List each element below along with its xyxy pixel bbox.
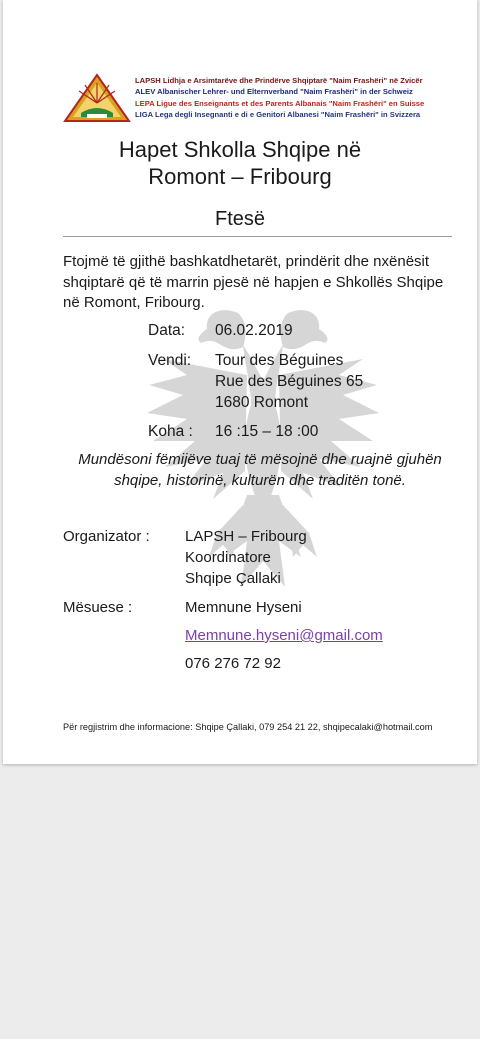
lapsh-logo (63, 73, 131, 123)
title-line-2: Romont – Fribourg (148, 164, 332, 189)
header-line-liga: LIGA Lega degli Insegnanti e di e Genitori Albanesi "Naim Frashëri" in Svizzera (135, 109, 421, 119)
teacher-label: Mësuese : (63, 599, 133, 616)
association-names (135, 75, 424, 120)
time-label: Koha : (148, 423, 193, 440)
teacher-email-link[interactable]: Memnune.hyseni@gmail.com (185, 627, 383, 644)
venue-line-2: Rue des Béguines 65 (215, 373, 364, 390)
organizer-role: Koordinatore (185, 549, 271, 566)
teacher-phone: 076 276 72 92 (185, 655, 281, 672)
teacher-name: Memnune Hyseni (185, 599, 302, 616)
organizer-person: Shqipe Çallaki (185, 570, 281, 587)
intro-paragraph: Ftojmë të gjithë bashkatdhetarët, prindërit dhe nxënësit shqiptarë që të marrin pjesë në hapjen e Shkollës Shqipe në Romont, Fribourg. (63, 253, 444, 311)
flyer-page (3, 0, 477, 764)
venue-label: Vendi: (148, 352, 192, 369)
registration-footer: Për regjistrim dhe informacione: Shqipe Çallaki, 079 254 21 22, shqipecalaki@hotmail.com (63, 722, 433, 732)
association-header (63, 73, 443, 123)
header-line-lapsh: LAPSH Lidhja e Arsimtarëve dhe Prindërve Shqiptarë "Naim Frashëri" në Zvicër (135, 76, 423, 85)
invitation-heading: Ftesë (214, 208, 266, 230)
time-value: 16 :15 – 18 :00 (215, 423, 319, 440)
date-value: 06.02.2019 (215, 322, 293, 339)
title-line-1: Hapet Shkolla Shqipe në (118, 137, 362, 162)
venue-line-3: 1680 Romont (215, 394, 309, 411)
page-title (3, 136, 477, 190)
divider (63, 236, 452, 237)
date-label: Data: (148, 322, 186, 339)
venue-line-1: Tour des Béguines (215, 352, 344, 369)
header-line-alev: ALEV Albanischer Lehrer- und Elternverband "Naim Frashëri" in der Schweiz (135, 87, 413, 97)
slogan: Mundësoni fëmijëve tuaj të mësojnë dhe ruajnë gjuhën shqipe, historinë, kulturën dhe traditën tonë. (78, 451, 442, 489)
organizer-label: Organizator : (63, 528, 150, 545)
header-line-lepa: LEPA Ligue des Enseignants et des Parents Albanais "Naim Frashëri" en Suisse (135, 98, 425, 108)
organizer-name: LAPSH – Fribourg (185, 528, 307, 545)
